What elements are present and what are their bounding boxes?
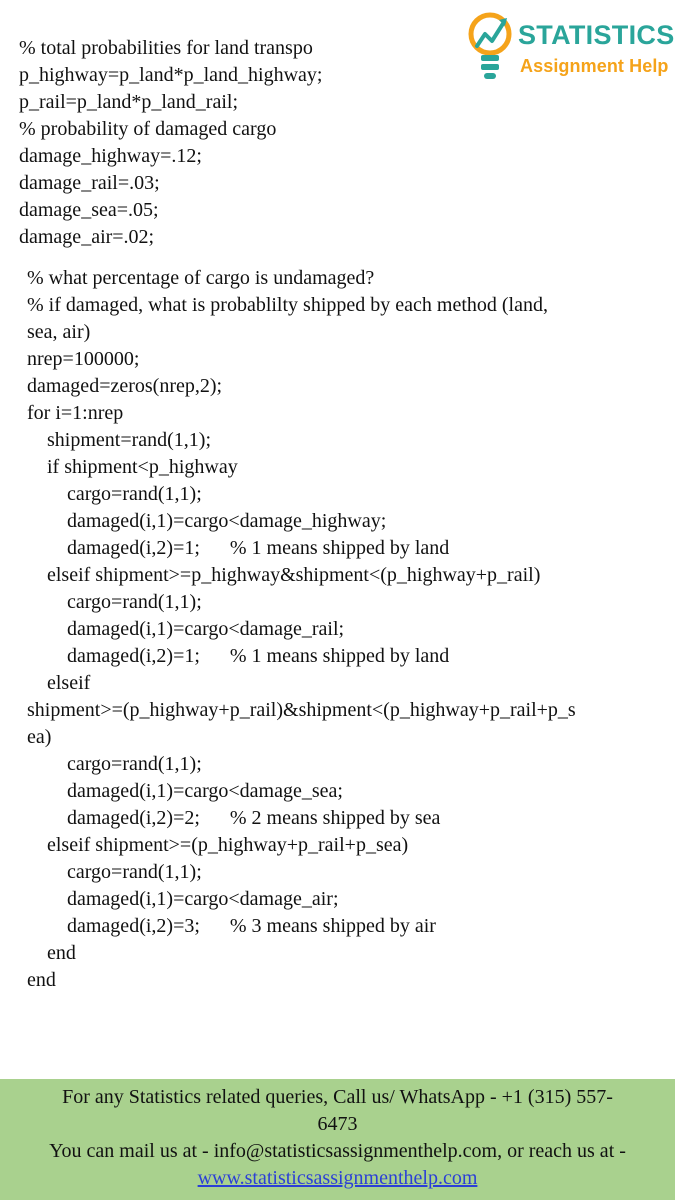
code-line: % what percentage of cargo is undamaged? [27,267,375,289]
code-line: p_highway=p_land*p_land_highway; [14,64,323,86]
logo-title: STATISTICS [518,20,675,50]
code-line: damaged(i,2)=1; % 1 means shipped by land [27,645,450,667]
code-line: shipment=rand(1,1); [27,429,212,451]
code-line: damaged(i,1)=cargo<damage_air; [27,888,339,910]
code-line: damaged(i,1)=cargo<damage_highway; [27,510,387,532]
code-line: sea, air) [27,321,91,343]
code-line: damage_rail=.03; [14,172,160,194]
code-line: elseif [27,672,91,694]
code-line: damaged(i,2)=1; % 1 means shipped by land [27,537,450,559]
code-line: damaged(i,2)=3; % 3 means shipped by air [27,915,436,937]
code-line: cargo=rand(1,1); [27,753,202,775]
code-line: p_rail=p_land*p_land_rail; [14,91,239,113]
logo-subtitle: Assignment Help [520,56,669,76]
footer-phone-line: For any Statistics related queries, Call us/ WhatsApp - +1 (315) 557- [62,1086,613,1108]
code-line: damaged(i,1)=cargo<damage_rail; [27,618,345,640]
code-line: damage_highway=.12; [14,145,202,167]
code-line: elseif shipment>=p_highway&shipment<(p_highway+p_rail) [27,564,541,586]
code-line: damage_air=.02; [14,226,155,248]
code-line: nrep=100000; [27,348,140,370]
code-line: ea) [27,726,52,748]
contact-footer [0,1079,675,1200]
code-line: shipment>=(p_highway+p_rail)&shipment<(p_highway+p_rail+p_s [27,699,576,721]
footer-phone-line-cont: 6473 [317,1113,358,1135]
code-line: damaged(i,2)=2; % 2 means shipped by sea [27,807,441,829]
code-line: end [27,969,56,991]
code-line: damage_sea=.05; [14,199,159,221]
code-line: cargo=rand(1,1); [27,591,202,613]
website-link[interactable]: www.statisticsassignmenthelp.com [197,1167,478,1189]
footer-email-line: You can mail us at - info@statisticsassignmenthelp.com, or reach us at - [49,1140,626,1162]
code-line: damaged=zeros(nrep,2); [27,375,223,397]
code-line: elseif shipment>=(p_highway+p_rail+p_sea) [27,834,409,856]
code-line: cargo=rand(1,1); [27,861,202,883]
code-line: end [27,942,76,964]
code-line: % probability of damaged cargo [14,118,277,140]
code-line: damaged(i,1)=cargo<damage_sea; [27,780,343,802]
code-line: cargo=rand(1,1); [27,483,202,505]
code-line: % total probabilities for land transpo [14,37,313,59]
code-line: if shipment<p_highway [27,456,238,478]
code-line: for i=1:nrep [27,402,124,424]
code-line: % if damaged, what is probablilty shipped by each method (land, [27,294,548,316]
